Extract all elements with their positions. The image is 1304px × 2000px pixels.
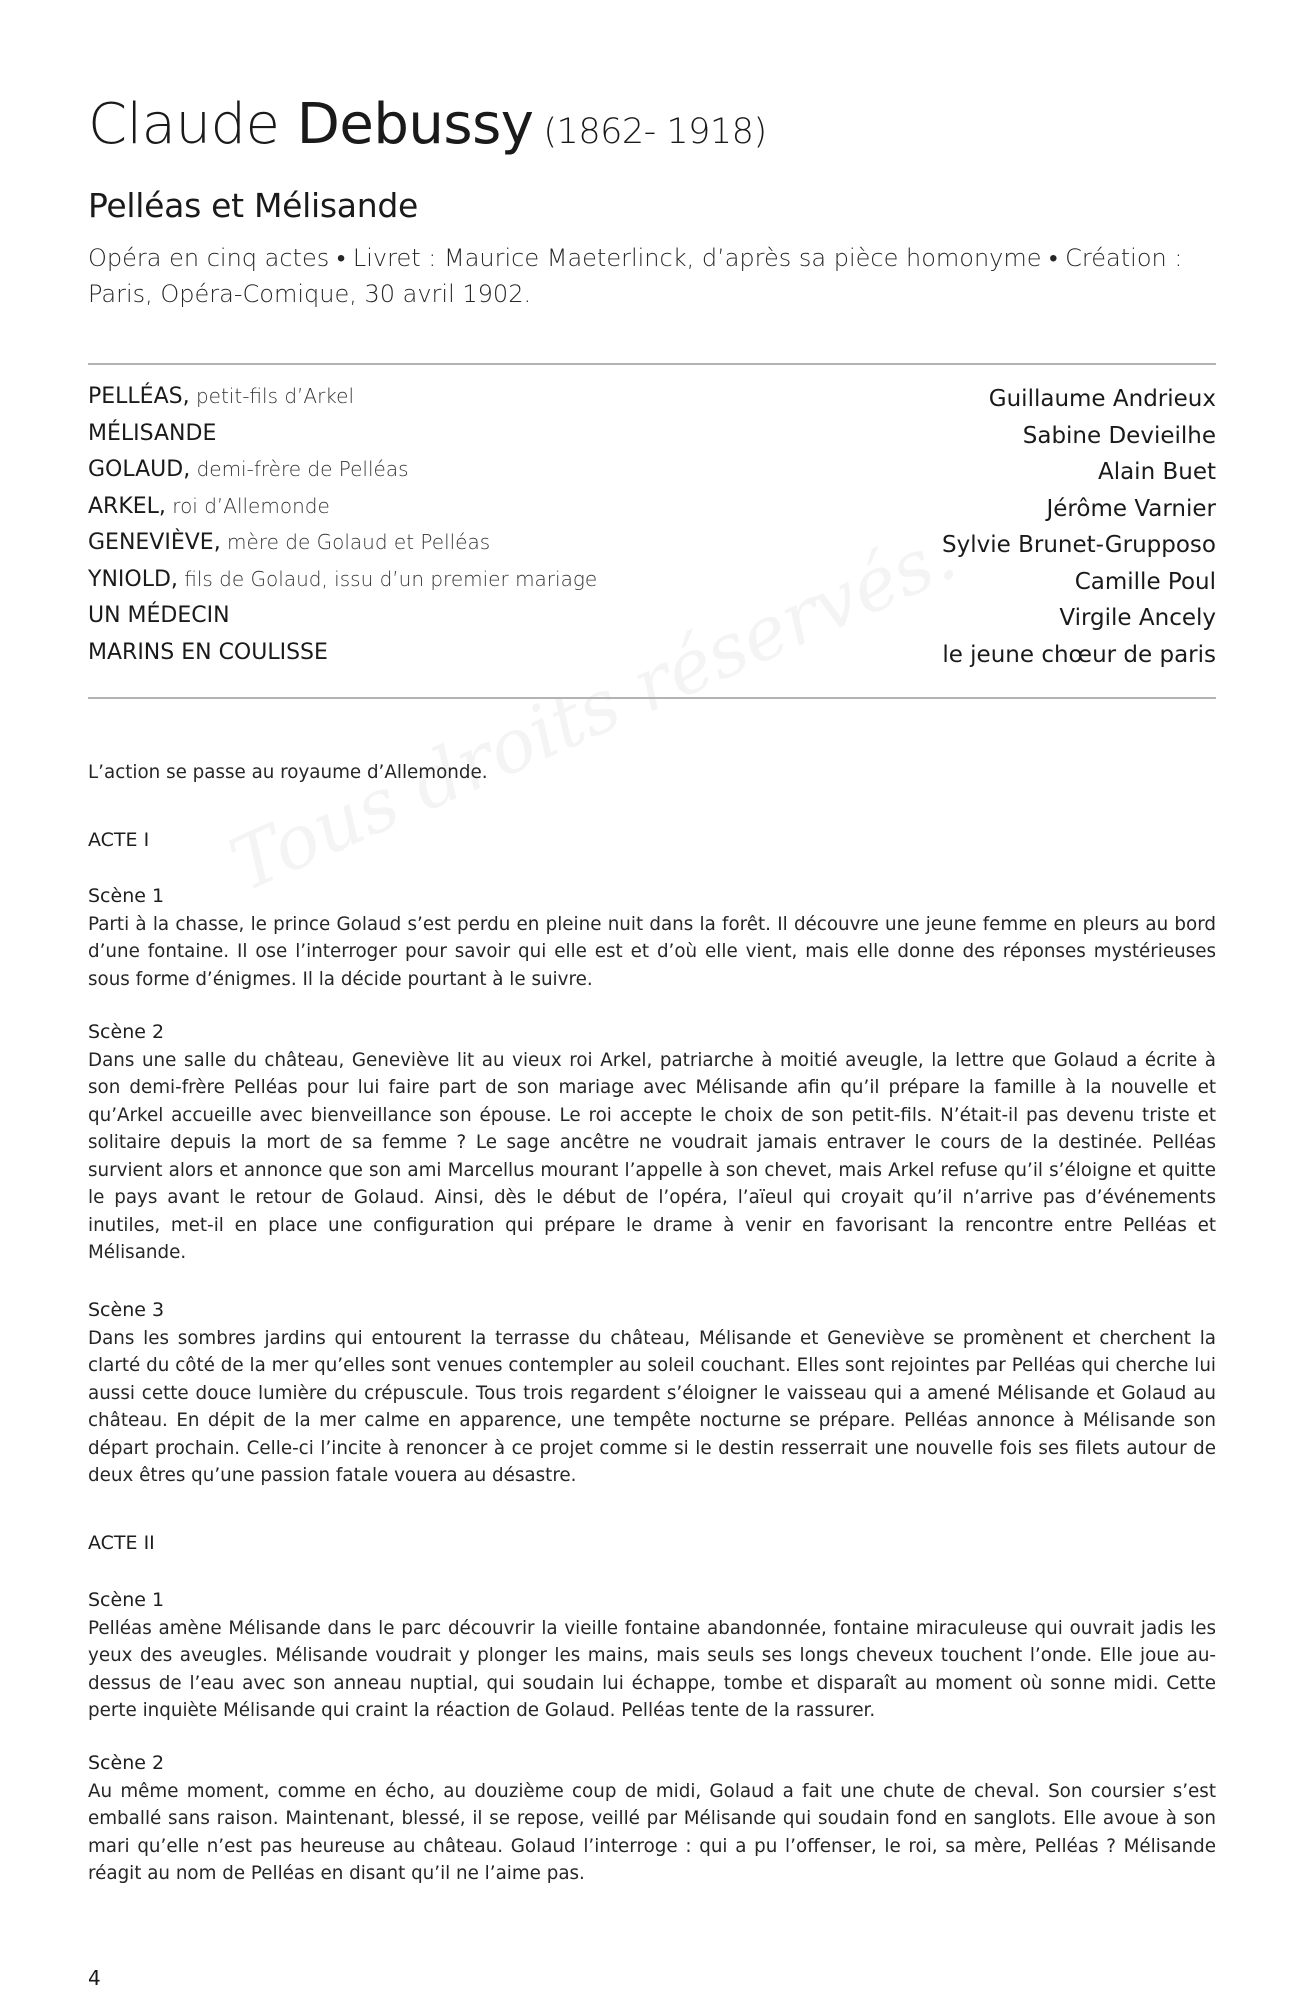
scene-heading: Scène 2 [88,1021,165,1043]
cast-role-description: petit-fils d’Arkel [189,384,355,408]
scene-text: Dans une salle du château, Geneviève lit au vieux roi Arkel, patriarche à moitié aveugle, la lettre que Golaud a écrite à son demi-frère Pelléas pour lui faire part de son mariage avec Mélisande afin qu’il prépare la famille à la nouvelle et qu’Arkel accueille avec bienveillance son épouse. Le roi accepte le choix de son petit-fils. N’était-il pas devenu triste et solitaire depuis la mort de sa femme ? Le sage ancêtre ne voudrait jamais entraver le cours de la destinée. Pelléas survient alors et annonce que son ami Marcellus mourant l’appelle à son chevet, mais Arkel refuse qu’il s’éloigne et quitte le pays avant le retour de Golaud. Ainsi, dès le début de l’opéra, l’aïeul qui croyait qu’il n’arrive pas d’événements inutiles, met-il en place une configuration qui prépare le drame à venir en favorisant la rencontre entre Pelléas et Mélisande. [88,1049,1216,1263]
cast-row [88,530,1216,567]
cast-list [88,384,1216,676]
cast-row [88,640,1216,677]
top-divider [88,363,1216,365]
composer-heading [88,92,767,157]
cast-row [88,603,1216,640]
scene-heading: Scène 1 [88,885,165,907]
scene-text: Parti à la chasse, le prince Golaud s’est perdu en pleine nuit dans la forêt. Il découvre une jeune femme en pleurs au bord d’une fontaine. Il ose l’interroger pour savoir qui elle est et d’où elle vient, mais elle donne des réponses mystérieuses sous forme d’énigmes. Il la décide pourtant à le suivre. [88,913,1216,990]
setting-statement: L’action se passe au royaume d’Allemonde. [88,762,488,783]
scene-heading: Scène 1 [88,1589,165,1611]
act-heading: ACTE I [88,829,150,851]
cast-role: GENEVIÈVE, mère de Golaud et Pelléas [88,530,491,555]
cast-singer: le jeune chœur de paris [942,641,1216,668]
cast-singer: Camille Poul [1074,568,1216,595]
cast-role: GOLAUD, demi-frère de Pelléas [88,457,409,482]
cast-row [88,421,1216,458]
scene-heading: Scène 3 [88,1299,165,1321]
work-subtitle: Opéra en cinq actes • Livret : Maurice Maeterlinck, d’après sa pièce homonyme • Création : Paris, Opéra-Comique, 30 avril 1902. [88,244,1183,308]
cast-role: PELLÉAS, petit-fils d’Arkel [88,384,355,409]
work-title: Pelléas et Mélisande [88,186,418,225]
composer-first-name: Claude [88,92,280,157]
cast-row [88,567,1216,604]
cast-role-description: fils de Golaud, issu d’un premier mariage [177,566,598,591]
scene-text: Au même moment, comme en écho, au douzième coup de midi, Golaud a fait une chute de cheval. Son coursier s’est emballé sans raison. Maintenant, blessé, il se repose, veillé par Mélisande qui soudain fond en sanglots. Elle avoue à son mari qu’elle n’est pas heureuse au château. Golaud l’interroge : qui a pu l’offenser, le roi, sa mère, Pelléas ? Mélisande réagit au nom de Pelléas en disant qu’il ne l’aime pas. [88,1780,1216,1884]
cast-singer: Sabine Devieilhe [1022,422,1216,449]
scene-heading: Scène 2 [88,1752,165,1774]
scene-block [88,1297,1216,1490]
scene-block [88,1750,1216,1888]
cast-singer: Sylvie Brunet-Grupposo [942,532,1216,558]
cast-role: MARINS EN COULISSE [88,639,328,665]
cast-row [88,457,1216,494]
cast-row [88,494,1216,531]
cast-singer: Jérôme Varnier [1046,495,1216,522]
composer-last-name: Debussy [296,92,534,157]
cast-role: ARKEL, roi d’Allemonde [88,493,330,519]
scene-text: Dans les sombres jardins qui entourent la terrasse du château, Mélisande et Geneviève se promènent et cherchent la clarté du côté de la mer qu’elles sont venues contempler au soleil couchant. Elles sont rejointes par Pelléas qui cherche lui aussi cette douce lumière du crépuscule. Tous trois regardent s’éloigner le vaisseau qui a amené Mélisande et Golaud au château. En dépit de la mer calme en apparence, une tempête nocturne se prépare. Pelléas annonce à Mélisande son départ prochain. Celle-ci l’incite à renoncer à ce projet comme si le destin resserrait une nouvelle fois ses filets autour de deux êtres qu’une passion fatale vouera au désastre. [88,1327,1216,1486]
scene-block [88,1587,1216,1725]
bottom-divider [88,697,1216,699]
cast-role-description: roi d’Allemonde [165,493,330,518]
scene-text: Pelléas amène Mélisande dans le parc découvrir la vieille fontaine abandonnée, fontaine miraculeuse qui ouvrait jadis les yeux des aveugles. Mélisande voudrait y plonger les mains, mais seuls ses longs cheveux touchent l’onde. Elle joue au-dessus de l’eau avec son anneau nuptial, qui soudain lui échappe, tombe et disparaît au moment où sonne midi. Cette perte inquiète Mélisande qui craint la réaction de Golaud. Pelléas tente de la rassurer. [88,1617,1216,1721]
cast-role-description: mère de Golaud et Pelléas [220,530,491,554]
cast-row [88,384,1216,421]
scene-block [88,883,1216,993]
act-heading: ACTE II [88,1532,155,1554]
document-page [88,0,1216,2000]
cast-singer: Alain Buet [1097,459,1216,485]
composer-dates: (1862- 1918) [543,112,767,152]
cast-role: YNIOLD, fils de Golaud, issu d’un premier mariage [88,566,598,592]
cast-singer: Virgile Ancely [1059,605,1216,631]
cast-role-description: demi-frère de Pelléas [190,457,409,481]
scene-block [88,1019,1216,1267]
page-number: 4 [88,1966,101,1990]
cast-role: UN MÉDECIN [88,603,230,628]
cast-role: MÉLISANDE [88,420,217,446]
cast-singer: Guillaume Andrieux [988,386,1216,412]
